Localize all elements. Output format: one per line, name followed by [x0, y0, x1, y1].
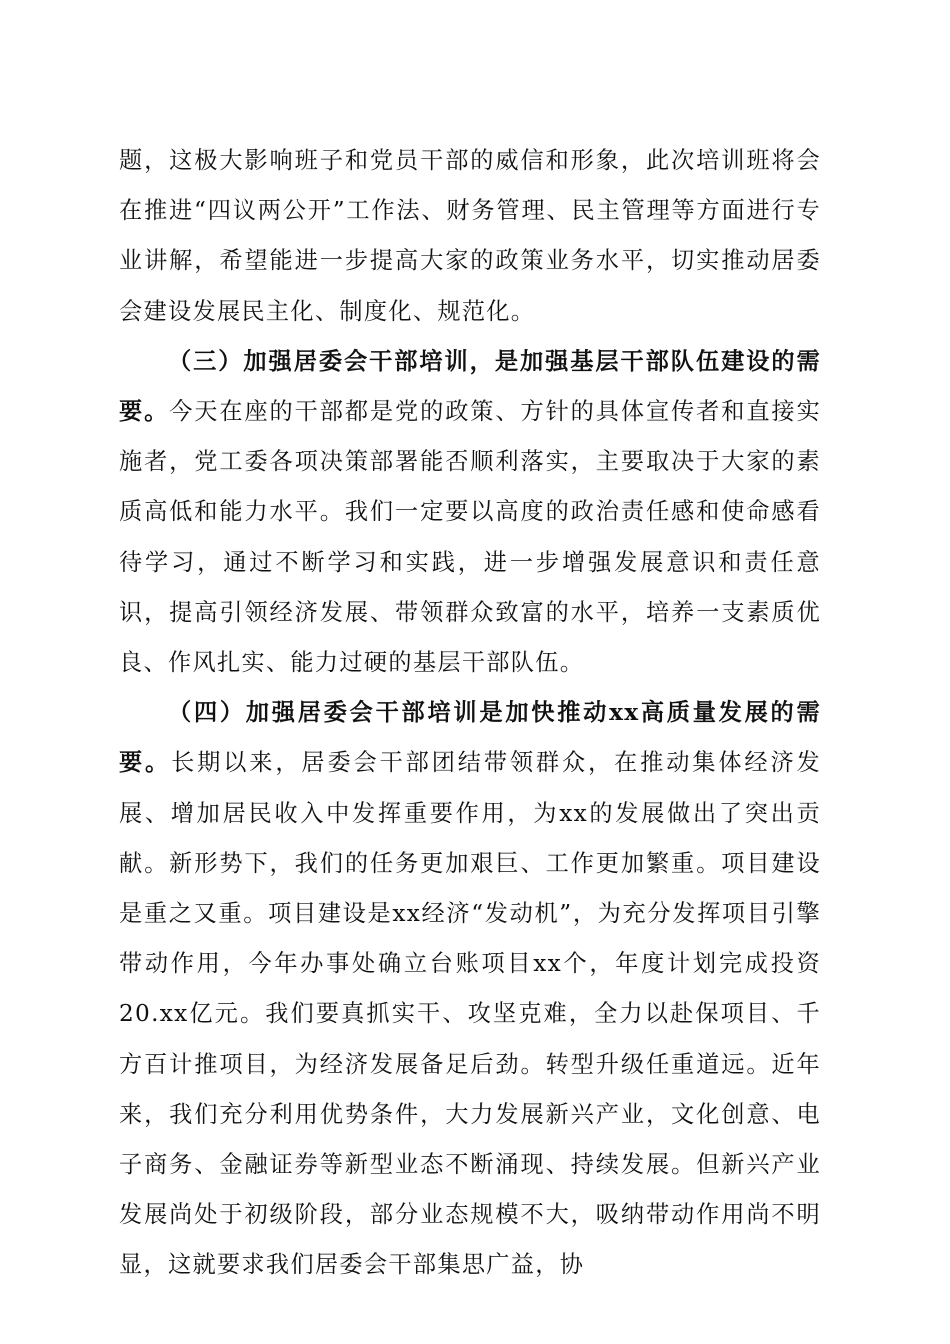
paragraph-section-four [119, 688, 821, 1290]
paragraph-continued [119, 136, 821, 337]
section-three-heading: （三）加强居委会干部培训，是加强基层干部队伍建设的需要。 [119, 347, 821, 426]
paragraph-text: 今天在座的干部都是党的政策、方针的具体宣传者和直接实施者，党工委各项决策部署能否顺利落实，主要取决于大家的素质高低和能力水平。我们一定要以高度的政治责任感和使命感看待学习，通过不断学习和实践，进一步增强发展意识和责任意识，提高引领经济发展、带领群众致富的水平，培养一支素质优良、作风扎实、能力过硬的基层干部队伍。 [119, 398, 821, 677]
paragraph-text: 题，这极大影响班子和党员干部的威信和形象，此次培训班将会在推进“四议两公开”工作法、财务管理、民主管理等方面进行专业讲解，希望能进一步提高大家的政策业务水平，切实推动居委会建设发展民主化、制度化、规范化。 [119, 147, 821, 325]
paragraph-section-three [119, 337, 821, 688]
paragraph-text: 长期以来，居委会干部团结带领群众，在推动集体经济发展、增加居民收入中发挥重要作用，为xx的发展做出了突出贡献。新形势下，我们的任务更加艰巨、工作更加繁重。项目建设是重之又重。项目建设是xx经济“发动机”，为充分发挥项目引擎带动作用，今年办事处确立台账项目xx个，年度计划完成投资20.xx亿元。我们要真抓实干、攻坚克难，全力以赴保项目、千方百计推项目，为经济发展备足后劲。转型升级任重道远。近年来，我们充分利用优势条件，大力发展新兴产业，文化创意、电子商务、金融证券等新型业态不断涌现、持续发展。但新兴产业发展尚处于初级阶段，部分业态规模不大，吸纳带动作用尚不明显，这就要求我们居委会干部集思广益，协 [119, 749, 821, 1279]
document-body [119, 136, 821, 1291]
section-four-heading: （四）加强居委会干部培训是加快推动xx高质量发展的需要。 [119, 699, 821, 777]
